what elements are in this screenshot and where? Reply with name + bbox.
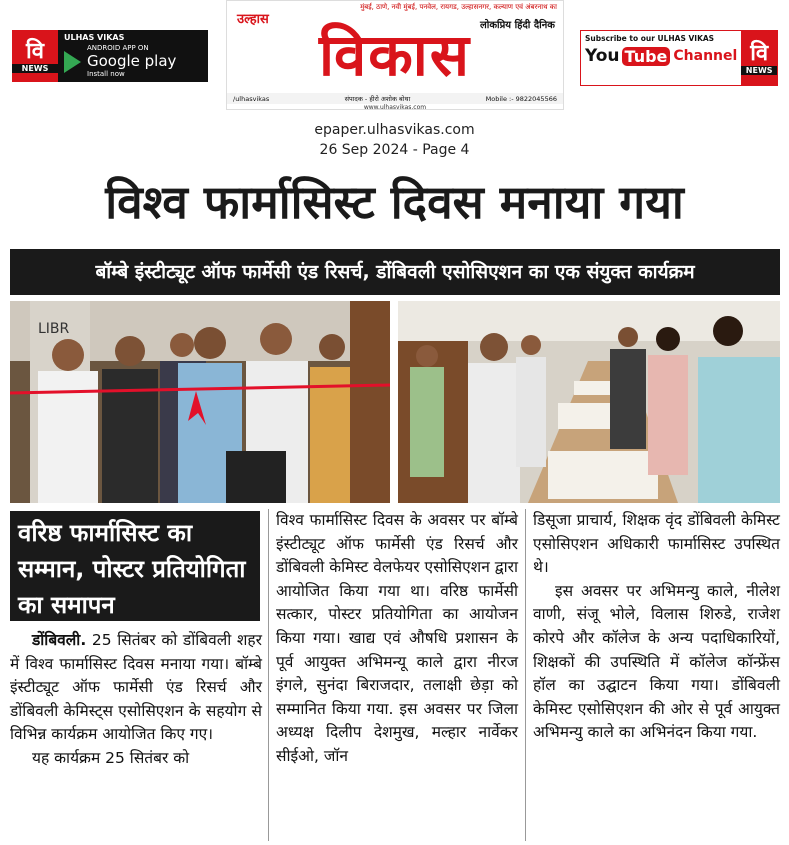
dateline: डोंबिवली. [32, 631, 87, 649]
column-divider [268, 509, 269, 841]
article-column-2 [276, 509, 518, 769]
social-handle: /ulhasvikas [233, 94, 270, 103]
poster-competition-photo [398, 301, 780, 503]
google-play-icon [64, 51, 81, 73]
subscribe-line: Subscribe to our ULHAS VIKAS [585, 34, 715, 43]
android-line: ANDROID APP ON [87, 44, 149, 52]
masthead-info-bar [227, 93, 563, 104]
column-3-paragraph-2: इस अवसर पर अभिमन्यु काले, नीलेश वाणी, संजू भोले, विलास शिरुडे, राजेश कोरपे और कॉलेज के अन्य पदाधिकारियों, शिक्षकों की उपस्थिति में कॉलेज कॉन्फ्रेंस हॉल का उद्घाटन किया गया। डोंबिवली केमिस्ट एसोसिएशन की ओर से पूर्व आयुक्त अभिमन्यु काले का अभिनंदन किया गया. [533, 581, 780, 742]
masthead-website: www.ulhasvikas.com [363, 104, 427, 111]
masthead-title: विकास [318, 21, 472, 89]
column-divider [525, 509, 526, 841]
masthead [226, 0, 564, 110]
app-brand: ULHAS VIKAS [64, 33, 125, 42]
store-name: Google play [87, 52, 177, 70]
column-3-paragraph-1: डिसूजा प्राचार्य, शिक्षक वृंद डोंबिवली केमिस्ट एसोसिएशन अधिकारी फार्मासिस्ट उपस्थित थे। [533, 511, 780, 577]
newspaper-header [0, 0, 789, 118]
masthead-small-title: उल्हास [237, 12, 269, 27]
vikas-news-logo: वि NEWS [12, 30, 58, 82]
date-page: 26 Sep 2024 - Page 4 [319, 142, 470, 158]
wall-sign: LIBR [38, 321, 70, 337]
mobile-number: Mobile :- 9822045566 [485, 94, 557, 103]
ribbon-cutting-photo [10, 301, 390, 503]
column-1-paragraph-2: यह कार्यक्रम 25 सितंबर को [32, 748, 190, 767]
youtube-channel-badge[interactable] [580, 30, 778, 86]
article-headline: विश्व फार्मासिस्ट दिवस मनाया गया [105, 175, 684, 229]
masthead-coverage-line: मुंबई, ठाणे, नवी मुंबई, पनवेल, रायगड, उल्हासनगर, कल्याण एवं अंबरनाथ का [360, 3, 557, 11]
column-1-paragraph-1: 25 सितंबर को डोंबिवली शहर में विश्व फार्मासिस्ट दिवस मनाया गया। बॉम्बे इंस्टीट्यूट ऑफ फार्मेसी एंड रिसर्च और डोंबिवली केमिस्ट्स एसोसिएशन के सहयोग से विभिन्न कार्यक्रम आयोजित किए गए। [10, 631, 262, 744]
article-column-1 [10, 629, 262, 771]
youtube-logo: You Tube Channel [585, 46, 738, 66]
side-heading: वरिष्ठ फार्मासिस्ट का सम्मान, पोस्टर प्रतियोगिता का समापन [10, 511, 260, 621]
vikas-news-logo-right: वि NEWS [741, 31, 777, 85]
article-column-3 [533, 509, 780, 745]
column-2-paragraph: विश्व फार्मासिस्ट दिवस के अवसर पर बॉम्बे इंस्टीट्यूट ऑफ फार्मेसी एंड रिसर्च और डोंबिवली केमिस्ट वेलफेयर एसोसिएशन द्वारा आयोजित किया गया था। वरिष्ठ फार्मेसी सत्कार, पोस्टर प्रतियोगिता का आयोजन किया गया। खाद्य एवं औषधि प्रशासन के पूर्व आयुक्त अभिमन्यू काले द्वारा नीरज इंगले, सुनंदा बिराजदार, तलाक्षी छेड़ा को सम्मानित किया गया. इस अवसर पर जिला अध्यक्ष दिलीप देशमुख, मल्हार नार्वेकर सीईओ, जॉन [276, 511, 519, 765]
epaper-url[interactable]: epaper.ulhasvikas.com [314, 122, 475, 138]
masthead-tagline: लोकप्रिय हिंदी दैनिक [479, 20, 555, 31]
article-subheadline: बॉम्बे इंस्टीट्यूट ऑफ फार्मेसी एंड रिसर्च, डोंबिवली एसोसिएशन का एक संयुक्त कार्यक्रम [10, 249, 780, 295]
android-app-badge[interactable] [12, 30, 208, 82]
editor-line: संपादक - हीरो अशोक बोथा [344, 95, 411, 103]
install-line: Install now [87, 70, 125, 78]
